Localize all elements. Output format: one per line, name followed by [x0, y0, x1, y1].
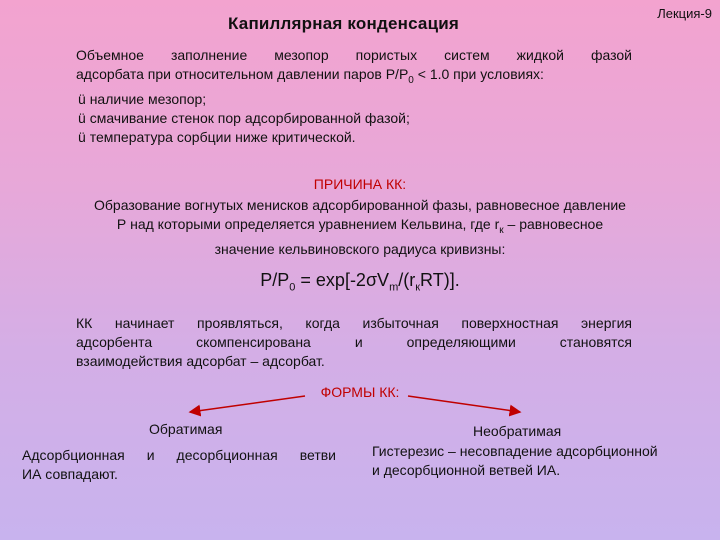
formula-part: = exp[-2σV	[295, 270, 390, 290]
reversible-title: Обратимая	[149, 421, 223, 437]
checkmark-icon: ü	[78, 128, 86, 145]
reversible-line-1: Адсорбционная и десорбционная ветви	[22, 447, 336, 463]
formula-subscript: к	[415, 281, 421, 294]
lecture-label: Лекция-9	[657, 6, 712, 21]
condition-text: смачивание стенок пор адсорбированной фазой;	[89, 109, 410, 126]
cause-line-2-tail: – равновесное	[503, 216, 604, 232]
cause-heading: ПРИЧИНА КК:	[313, 176, 407, 192]
formula-part: Р/Р	[260, 270, 290, 290]
irreversible-description	[372, 442, 702, 480]
intro-line-1: Объемное заполнение мезопор пористых систем жидкой фазой	[76, 47, 632, 63]
formula-subscript: m	[389, 281, 399, 294]
checkmark-icon: ü	[78, 90, 86, 107]
arrow-left-icon	[190, 396, 305, 412]
irreversible-line-2: и десорбционной ветвей ИА.	[372, 462, 561, 478]
formula-part: /(r	[398, 270, 416, 290]
intro-line-2-text: адсорбата при относительном давлении паров Р/Р	[76, 66, 409, 82]
condition-text: наличие мезопор;	[89, 90, 207, 107]
forms-heading: ФОРМЫ КК:	[320, 384, 400, 400]
intro-line-2-tail: < 1.0 при условиях:	[413, 66, 544, 82]
arrow-right-icon	[408, 396, 520, 412]
cause-line-3: значение кельвиновского радиуса кривизны:	[214, 240, 506, 257]
formula-subscript: 0	[289, 281, 296, 294]
checkmark-icon: ü	[78, 109, 86, 126]
slide-title: Капиллярная конденсация	[228, 14, 460, 33]
kk-line-2: адсорбента скомпенсирована и определяющими становятся	[76, 334, 632, 350]
reversible-line-2: ИА совпадают.	[22, 466, 118, 482]
irreversible-title: Необратимая	[473, 423, 562, 439]
cause-line-2-text: Р над которыми определяется уравнением Кельвина, где r	[116, 216, 500, 232]
cause-line-2-subscript: к	[499, 224, 504, 236]
intro-line-2-subscript: 0	[408, 74, 414, 86]
condition-text: температура сорбции ниже критической.	[89, 128, 356, 145]
formula-part: RT)].	[420, 270, 460, 290]
cause-line-1: Образование вогнутых менисков адсорбированной фазы, равновесное давление	[94, 197, 626, 213]
reversible-description	[22, 446, 336, 484]
kk-line-1: КК начинает проявляться, когда избыточная поверхностная энергия	[76, 315, 632, 331]
irreversible-line-1: Гистерезис – несовпадение адсорбционной	[372, 443, 658, 459]
kk-line-3: взаимодействия адсорбат – адсорбат.	[76, 353, 325, 369]
